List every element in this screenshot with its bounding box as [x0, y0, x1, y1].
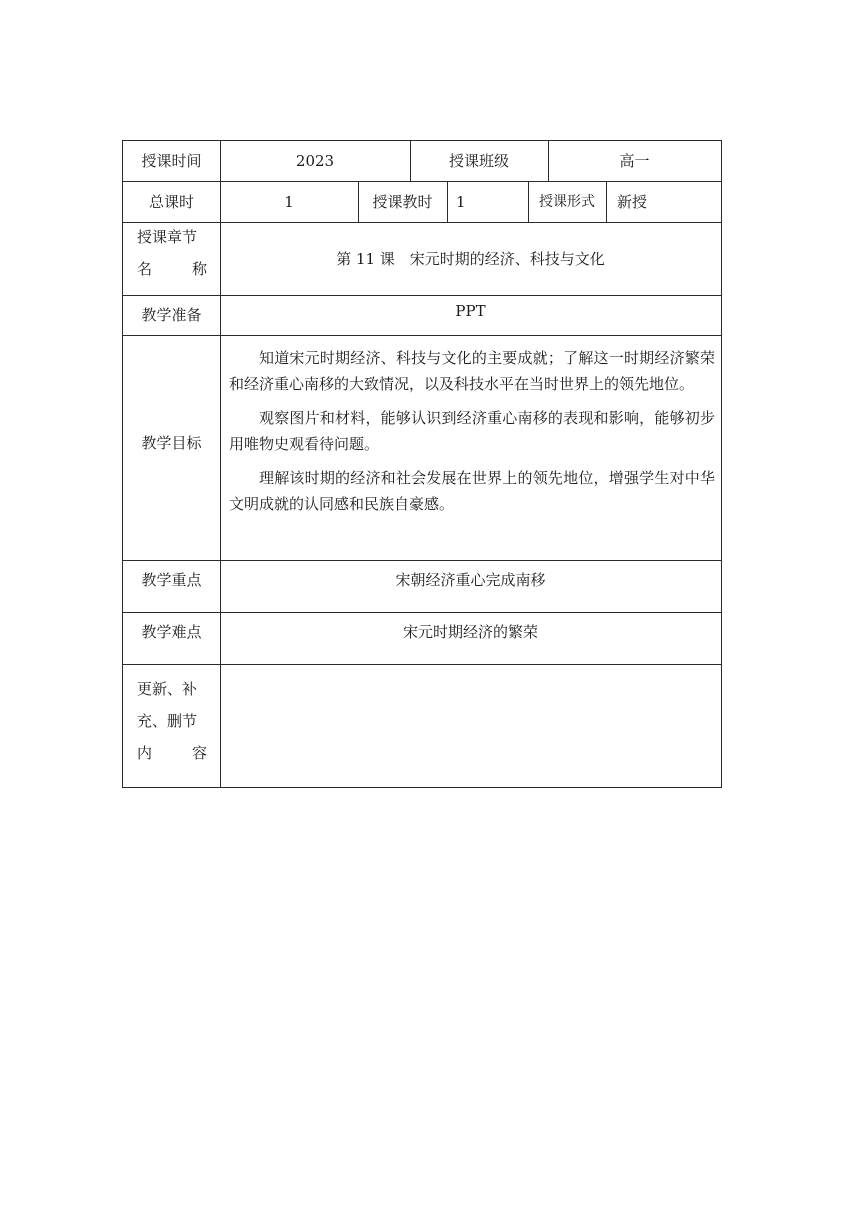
- difficulty-value: 宋元时期经济的繁荣: [402, 623, 538, 641]
- teaching-form-label: 授课形式: [539, 193, 595, 210]
- total-hours-value: 1: [284, 192, 294, 211]
- update-label-char: 内: [137, 744, 153, 762]
- teaching-form-value: 新授: [617, 192, 648, 211]
- difficulty-label: 教学难点: [141, 623, 202, 641]
- chapter-label-char: 名: [137, 260, 153, 278]
- column-divider: [447, 181, 448, 222]
- objective-paragraph: 理解该时期的经济和社会发展在世界上的领先地位，增强学生对中华文明成就的认同感和民族自豪感。: [229, 469, 715, 513]
- key-point-value: 宋朝经济重心完成南移: [395, 571, 546, 589]
- column-divider: [606, 181, 607, 222]
- lesson-hours-value: 1: [456, 192, 466, 211]
- objectives-content: [229, 345, 715, 525]
- update-label-line2: 充、删节: [137, 712, 198, 730]
- time-label: 授课时间: [141, 151, 202, 170]
- update-label-line3: [137, 743, 207, 763]
- table-border-bottom: [122, 787, 722, 788]
- chapter-label-line2: [137, 259, 207, 279]
- chapter-label-char: 称: [191, 260, 207, 278]
- total-hours-label: 总课时: [148, 192, 194, 211]
- update-content-label: [137, 679, 207, 763]
- preparation-label: 教学准备: [141, 306, 202, 324]
- row-divider: [122, 664, 722, 665]
- class-label: 授课班级: [448, 151, 509, 170]
- chapter-title: 第 11 课 宋元时期的经济、科技与文化: [336, 249, 605, 268]
- preparation-value: PPT: [455, 302, 486, 320]
- class-value: 高一: [619, 151, 650, 170]
- objective-paragraph: 知道宋元时期经济、科技与文化的主要成就；了解这一时期经济繁荣和经济重心南移的大致情况，以及科技水平在当时世界上的领先地位。: [229, 349, 715, 393]
- lesson-hours-label: 授课教时: [372, 192, 433, 211]
- objectives-label: 教学目标: [141, 434, 202, 452]
- chapter-name-label: [137, 227, 207, 279]
- chapter-label-line1: 授课章节: [137, 228, 198, 246]
- update-label-char: 容: [191, 744, 207, 762]
- update-content-value: [229, 672, 715, 780]
- time-value: 2023: [295, 151, 335, 170]
- update-label-line1: 更新、补: [137, 680, 198, 698]
- key-point-label: 教学重点: [141, 571, 202, 589]
- table-border-right: [721, 140, 722, 788]
- objective-paragraph: 观察图片和材料，能够认识到经济重心南移的表现和影响，能够初步用唯物史观看待问题。: [229, 409, 715, 453]
